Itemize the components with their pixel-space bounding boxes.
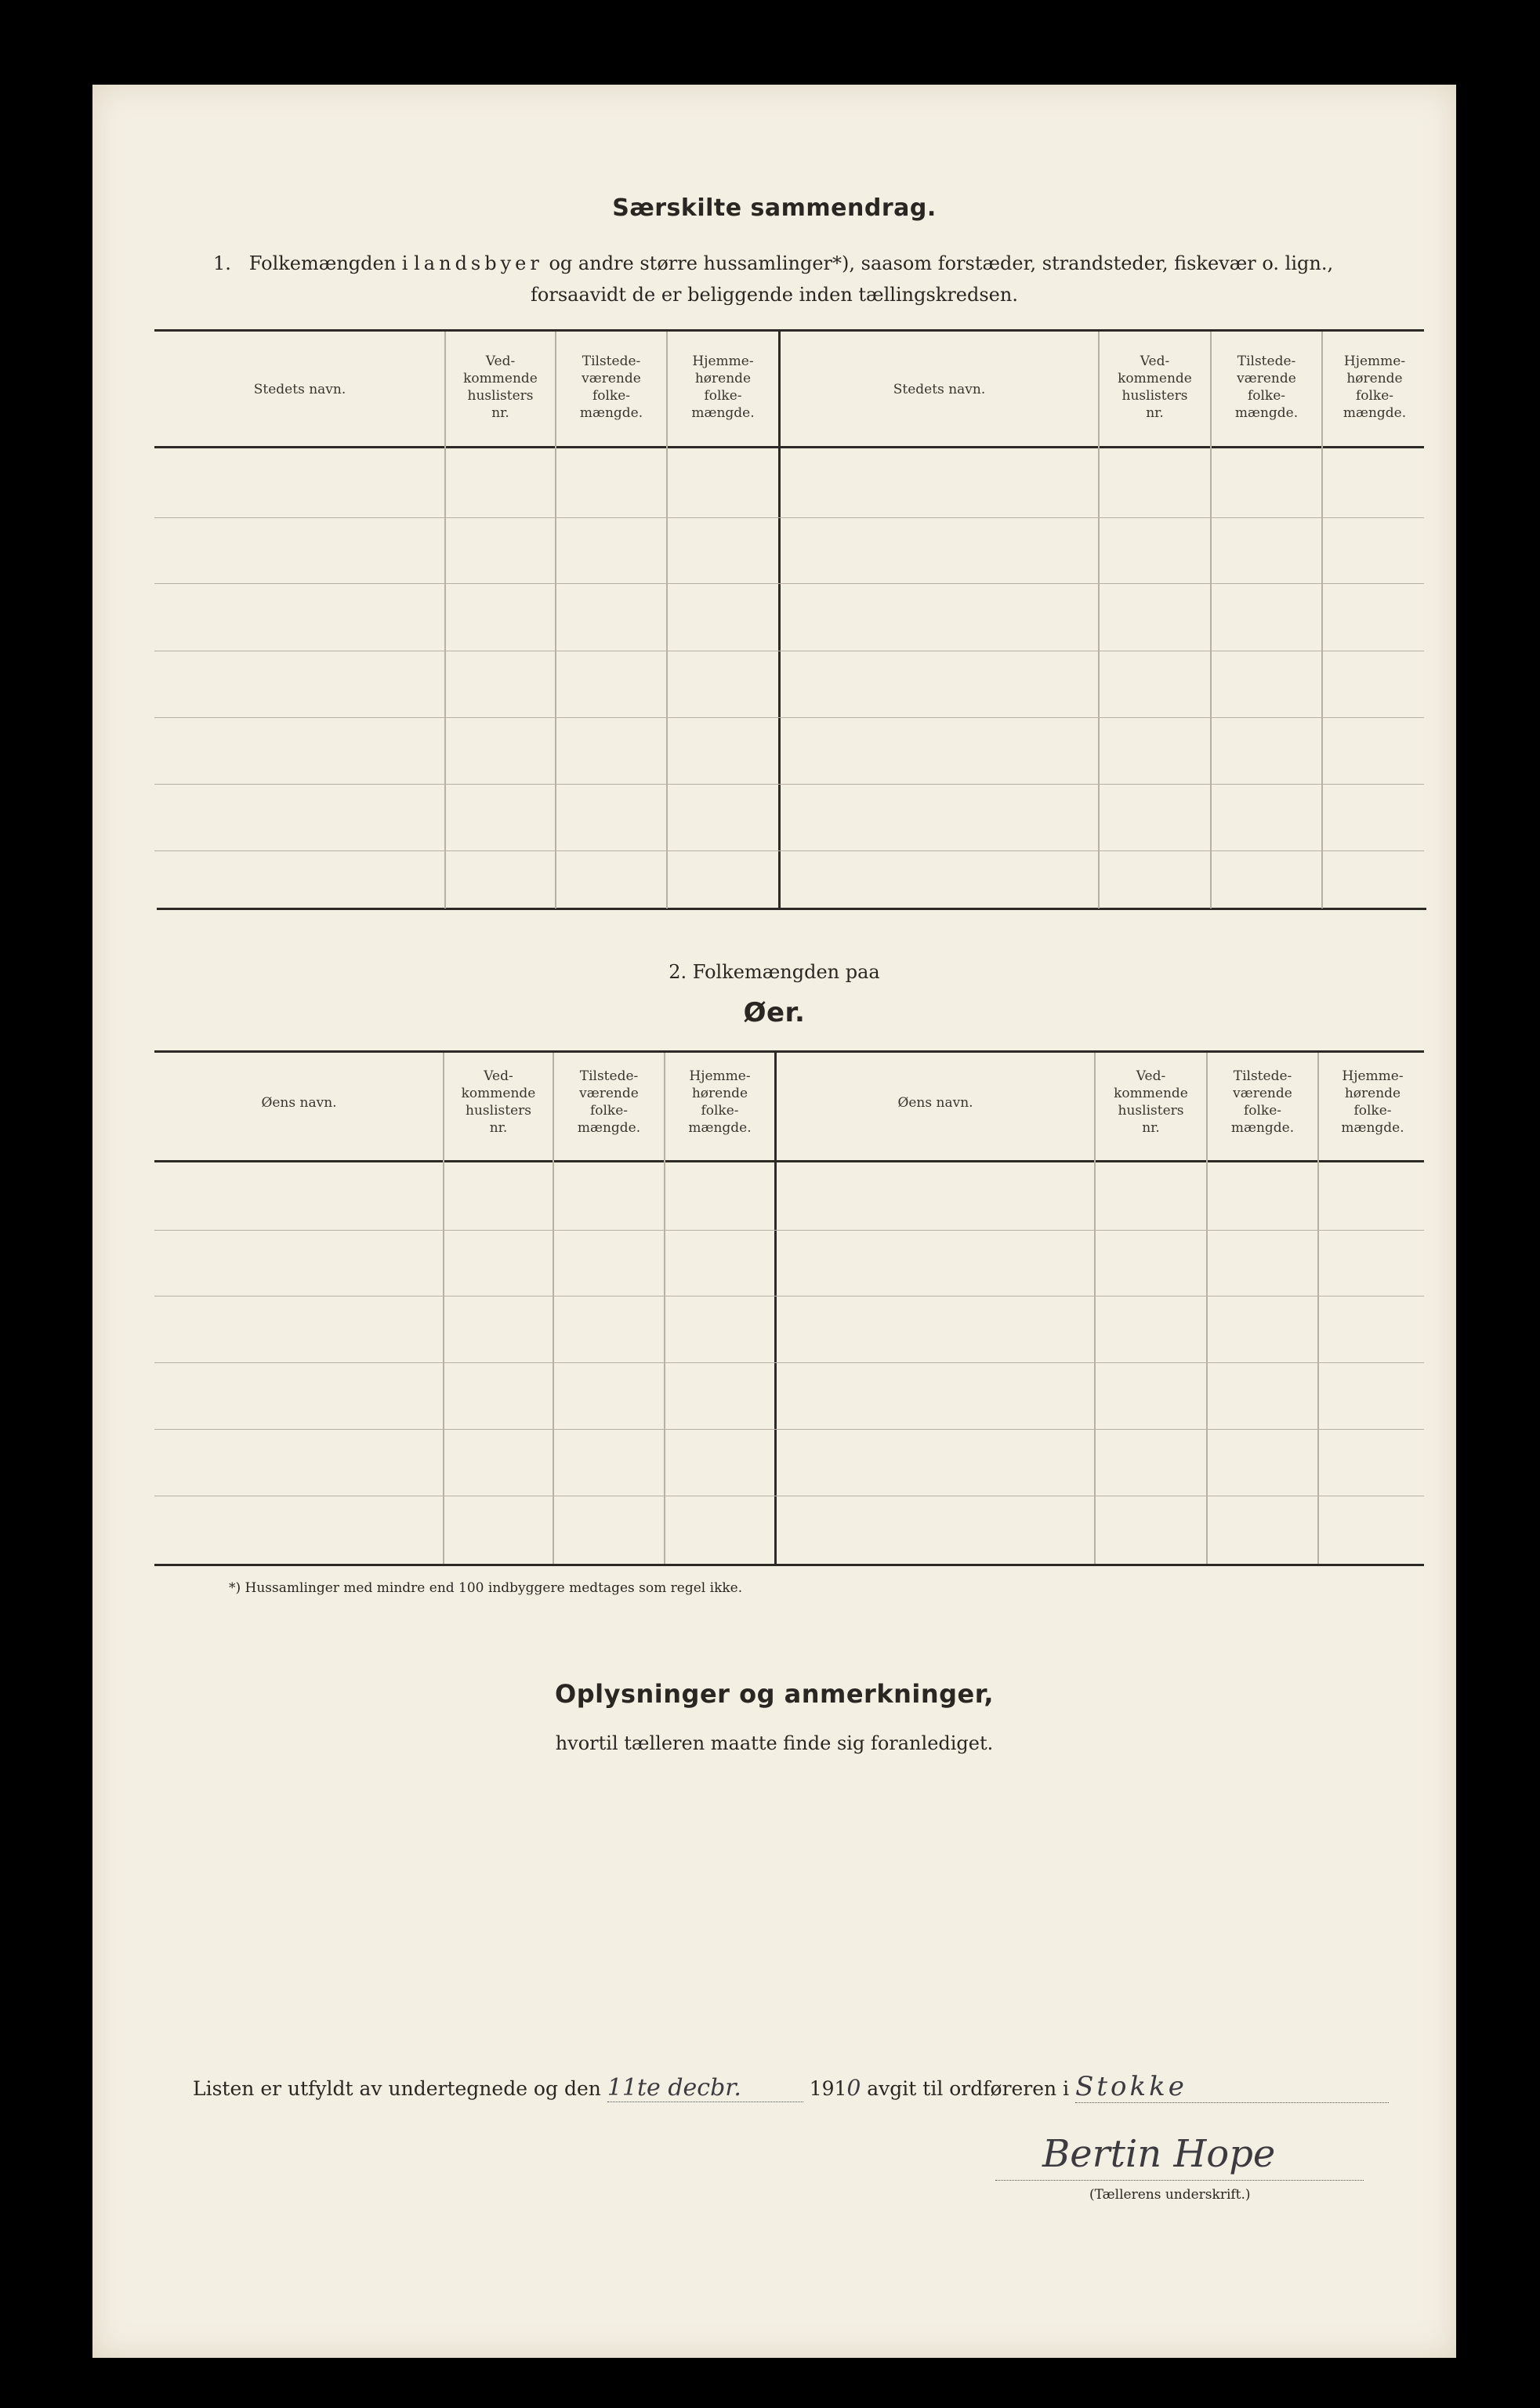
table1-header-place-right: Stedets navn. — [893, 382, 986, 397]
section1-intro-num: 1. — [213, 252, 231, 274]
table2-header-resident-right: Hjemme- hørende folke- mængde. — [1341, 1068, 1404, 1136]
footnote: *) Hussamlinger med mindre end 100 indbyggere medtages som regel ikke. — [229, 1580, 743, 1596]
signature-text1: Listen er utfyldt av undertegnede og den — [193, 2077, 601, 2100]
table2-top-rule — [154, 1050, 1424, 1053]
section1-intro-line2: forsaavidt de er beliggende inden tællingskredsen. — [531, 284, 1018, 306]
table1-header-list-no-right: Ved- kommende huslisters nr. — [1118, 354, 1192, 421]
date-handwritten: 11te decbr. — [607, 2074, 803, 2102]
enumerator-signature: Bertin Hope — [1042, 2132, 1276, 2176]
section2-title: Øer. — [743, 997, 806, 1028]
signature-underline — [995, 2180, 1364, 2181]
place-handwritten: Stokke — [1075, 2071, 1389, 2103]
table2-bottom-rule — [154, 1564, 1424, 1566]
year-handwritten: 0 — [846, 2075, 861, 2101]
table1-header-place-left: Stedets navn. — [253, 382, 346, 397]
table2-header-list-no-left: Ved- kommende huslisters nr. — [461, 1068, 536, 1136]
section1-intro-post: og andre større hussamlinger*), saasom forstæder, strandsteder, fiskevær o. lign., — [549, 252, 1334, 274]
table1-header-present-left: Tilstede- værende folke- mængde. — [579, 354, 643, 421]
table1-row-line — [154, 583, 1424, 584]
table1-top-rule — [154, 329, 1424, 332]
section1-intro-spaced: landsbyer — [414, 252, 543, 274]
section1-title: Særskilte sammendrag. — [612, 194, 937, 222]
section1-intro-line1 — [213, 248, 1428, 279]
table2-row-line — [154, 1362, 1424, 1363]
table2-header-present-right: Tilstede- værende folke- mængde. — [1230, 1068, 1295, 1136]
table2-header-list-no-right: Ved- kommende huslisters nr. — [1114, 1068, 1188, 1136]
table2-header-island-right: Øens navn. — [897, 1095, 973, 1111]
signature-text2: avgit til ordføreren i — [867, 2077, 1070, 2100]
table1-bottom-rule — [157, 908, 1426, 910]
table1-header-resident-left: Hjemme- hørende folke- mængde. — [691, 354, 755, 421]
table1-row-line — [154, 517, 1424, 518]
table2-row-line — [154, 1230, 1424, 1231]
year-print: 191 — [809, 2077, 847, 2100]
table1-header-list-no-left: Ved- kommende huslisters nr. — [463, 354, 538, 421]
table2-row-line — [154, 1429, 1424, 1430]
table1-center-rule — [778, 332, 781, 908]
table1-header-present-right: Tilstede- værende folke- mængde. — [1234, 354, 1299, 421]
signature-statement — [193, 2071, 1389, 2103]
section2-line1: 2. Folkemængden paa — [669, 961, 880, 983]
table2-center-rule — [774, 1053, 777, 1564]
remarks-title: Oplysninger og anmerkninger, — [555, 1679, 994, 1709]
remarks-subtitle: hvortil tælleren maatte finde sig foranlediget. — [555, 1732, 994, 1754]
table1-row-line — [154, 717, 1424, 718]
table1-row-line — [154, 784, 1424, 785]
signature-label: (Tællerens underskrift.) — [1089, 2187, 1251, 2203]
table1-header-rule — [154, 446, 1424, 448]
table2-header-rule — [154, 1160, 1424, 1162]
table2-header-resident-left: Hjemme- hørende folke- mængde. — [688, 1068, 752, 1136]
table1-header-resident-right: Hjemme- hørende folke- mængde. — [1343, 354, 1407, 421]
table2-header-present-left: Tilstede- værende folke- mængde. — [577, 1068, 641, 1136]
section1-intro-pre: Folkemængden i — [248, 252, 408, 274]
table2-header-island-left: Øens navn. — [261, 1095, 337, 1111]
table1-row-line — [154, 850, 1424, 851]
